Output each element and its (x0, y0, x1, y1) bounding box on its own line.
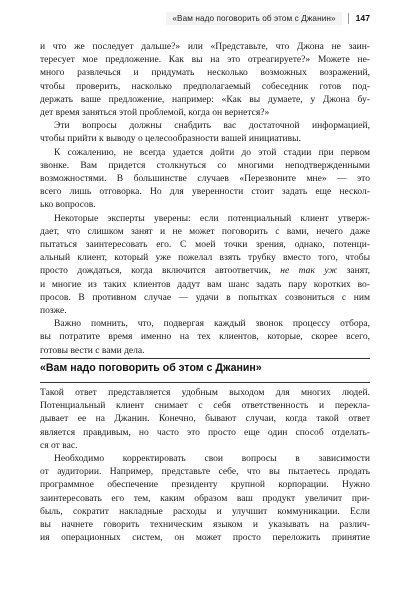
section-rule-top (40, 358, 370, 359)
text-line: много развлечься и придумать несколько возможных возражений, (40, 67, 370, 79)
text-line: чтобы прийти к выводу о целесообразности вашей инициативы. (40, 133, 301, 145)
paragraph (40, 212, 370, 318)
text-line: Эти вопросы должны снабдить вас достаточной информацией, (54, 120, 370, 132)
text-line: Такой ответ представляется удобным выходом для многих людей. (40, 387, 370, 398)
section-rule-bottom (40, 382, 370, 383)
header-divider (348, 13, 349, 24)
text-line: дет время заняться этой проблемой, когда он вернется?» (40, 107, 270, 119)
text-line: быль, сократит накладные расходы и улучшит коммуникации. Если (40, 505, 370, 517)
text-line: пытаться заинтересовать его. С моей точки зрения, однако, потенци- (40, 239, 370, 251)
running-title: «Вам надо поговорить об этом с Джанин» (166, 12, 341, 25)
running-header (30, 10, 370, 26)
emphasis-text: не так уж (280, 265, 338, 277)
paragraph (40, 119, 370, 145)
text-line: от аудитории. Например, представьте себе, что вы пытаетесь продать (40, 466, 370, 478)
text-line: чтобы проверить, насколько предполагаемый собеседник готов под- (40, 80, 370, 92)
text-line: вы начнете говорить техническим языком и указывать на различ- (40, 519, 370, 531)
text-line: и многие из таких клиентов дадут вам шанс задать пару коротких во- (40, 278, 370, 290)
text-line: ия операционных систем, он может просто переложить принятие (40, 532, 370, 544)
page-number: 147 (355, 13, 370, 23)
text-line: держать ваше предложение, например: «Как вы думаете, у Джона бу- (40, 93, 370, 105)
paragraph (40, 317, 370, 357)
body-text-top (40, 40, 370, 357)
text-line: является правдивым, но часто это просто еще один способ отделать- (40, 426, 370, 438)
text-line: звонке. Вам придется столкнуться со многими неподтвержденными (40, 159, 370, 171)
text-line: Некоторые эксперты уверены: если потенциальный клиент утверж- (54, 212, 370, 224)
section-heading: «Вам надо поговорить об этом с Джанин» (40, 362, 262, 374)
text-line: К сожалению, не всегда удается дойти до этой стадии при первом (54, 146, 370, 158)
text-line: тересует мое предложение. Как вы на это отреагируете?» Можете не- (40, 54, 370, 66)
text-line: Необходимо корректировать свои вопросы в зависимости (54, 453, 370, 465)
paragraph (40, 386, 370, 452)
paragraph (40, 40, 370, 119)
text-line (40, 264, 370, 277)
text-line: всего лишь отговорка. Но для уверенности стоит задать еще нескол- (40, 186, 370, 198)
text-line: ся от вас. (40, 439, 78, 451)
text-line: Потенциальный клиент снимает с себя ответственность и перекла- (40, 400, 370, 412)
text-line: дает, что слишком занят и не может поговорить с вами, нечего даже (40, 225, 370, 237)
text-line: ько вопросов. (40, 199, 96, 211)
text-line: Важно помнить, что, подвергая каждый звонок процессу отбора, (54, 318, 370, 330)
text-line: просов. В противном случае — удачи в попытках созвониться с ним (40, 291, 370, 303)
text-line: позже. (40, 305, 67, 317)
text-line: заинтересовать его тем, каким образом ваш продукт увеличит при- (40, 492, 370, 504)
text-fragment: просто дождаться, когда включится автоответчик, (40, 265, 281, 277)
text-fragment: занят, (337, 265, 370, 277)
text-line: программное обеспечение президенту крупной корпорации. Нужно (40, 479, 370, 491)
text-line: альный клиент, который уже пожелал взять трубку вместо того, чтобы (40, 252, 370, 264)
text-line: дывает ее на Джанин. Конечно, бывают случаи, когда такой ответ (40, 413, 370, 425)
body-text-bottom (40, 386, 370, 544)
text-line: возможностями. В большинстве случаев «Перезвоните мне» — это (40, 173, 370, 185)
paragraph (40, 452, 370, 544)
text-line: и что же последует дальше?» или «Представьте, что Джона не заин- (40, 41, 370, 52)
text-line: готовы вести с вами дела. (40, 344, 145, 356)
text-line: вы потратите время именно на тех клиентов, которые, скорее всего, (40, 331, 370, 343)
paragraph (40, 146, 370, 212)
